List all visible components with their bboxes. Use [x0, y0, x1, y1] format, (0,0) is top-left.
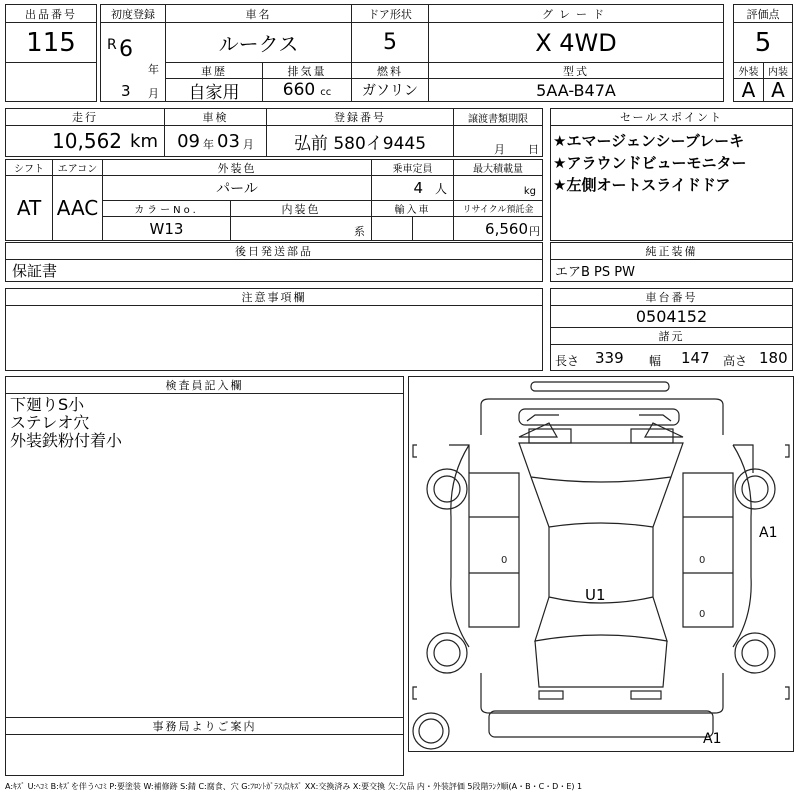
hood — [519, 443, 683, 482]
right-doors — [683, 473, 733, 627]
windshield-left — [529, 429, 571, 443]
rear-brackets — [413, 687, 789, 699]
sales-point-3: ★左側オートスライドドア — [553, 176, 731, 194]
interior-color-header: 内装色 — [230, 200, 372, 217]
interior-color-cell — [230, 216, 372, 241]
dimensions-header: 諸元 — [550, 327, 793, 345]
rear-bumper — [489, 711, 713, 737]
capacity-cell — [371, 175, 454, 201]
aircon-value: AAC — [52, 175, 103, 241]
capacity-header: 乗車定員 — [371, 159, 454, 176]
tail-light-right — [631, 691, 661, 699]
fenders-front — [449, 445, 753, 473]
inspection-month: 03 — [217, 130, 240, 152]
score-value: 5 — [733, 22, 793, 63]
first-reg-cell — [100, 22, 166, 102]
mileage-cell — [5, 125, 165, 157]
svg-text:0: 0 — [699, 609, 706, 620]
sales-points-header: セールスポイント — [550, 108, 793, 126]
fuel-value: ガソリン — [351, 78, 429, 102]
lot-header: 出品番号 — [5, 4, 97, 23]
transfer-month-unit: 月 — [494, 143, 505, 156]
recycle-unit: 円 — [529, 224, 540, 238]
grade-header: グレード — [428, 4, 724, 23]
inspection-header: 車検 — [164, 108, 267, 126]
body-left — [451, 445, 469, 647]
max-load-unit: kg — [523, 185, 536, 197]
sales-points-box — [550, 125, 793, 241]
first-reg-month-unit: 月 — [148, 87, 159, 100]
door-header: ドア形状 — [351, 4, 429, 23]
color-no-value: W13 — [102, 216, 231, 241]
inspector-line-3: 外装鉄粉付着小 — [10, 431, 123, 450]
import-header: 輸入車 — [371, 200, 454, 217]
import-cell-2 — [412, 216, 454, 241]
front-bumper-bar — [531, 382, 669, 391]
wheel-rear-right — [735, 633, 775, 673]
sales-point-2: ★アラウンドビューモニター — [553, 154, 747, 172]
equipment-header: 純正装備 — [550, 242, 793, 260]
roof — [531, 477, 671, 641]
first-reg-year-unit: 年 — [148, 63, 159, 76]
mark-right-side: A1 — [759, 525, 778, 541]
exterior-score-header: 外装 — [733, 62, 764, 79]
first-reg-month: 3 — [121, 82, 131, 100]
exterior-color-value: パール — [102, 175, 372, 201]
lot-blank — [5, 62, 97, 102]
transfer-deadline-header: 譲渡書類期限 — [453, 108, 543, 126]
registration-number: 弘前 580イ9445 — [266, 125, 454, 157]
exterior-color-header: 外装色 — [102, 159, 372, 176]
recycle-value: 6,560 — [485, 219, 528, 238]
inspector-line-1: 下廻りS小 — [10, 395, 85, 414]
office-header: 事務局よりご案内 — [5, 717, 404, 735]
mileage-value: 10,562 — [52, 129, 123, 153]
mark-roof: U1 — [585, 586, 606, 604]
vehicle-damage-diagram — [408, 376, 794, 752]
inspection-cell — [164, 125, 267, 157]
shift-value: AT — [5, 175, 53, 241]
vehicle-outline — [409, 377, 793, 751]
shift-header: シフト — [5, 159, 53, 176]
registration-header: 登録番号 — [266, 108, 454, 126]
recycle-header: リサイクル預託金 — [453, 200, 543, 217]
lot-number: 115 — [5, 22, 97, 63]
body-right — [733, 445, 751, 647]
sales-point-1: ★エマージェンシーブレーキ — [553, 132, 745, 150]
displacement-value: 660 — [282, 80, 316, 100]
wheel-rear-left — [427, 633, 467, 673]
rear-hatch — [535, 641, 667, 687]
score-header: 評価点 — [733, 4, 793, 23]
inspector-header: 検査員記入欄 — [5, 376, 404, 394]
tail-light-left — [539, 691, 563, 699]
color-no-header: カラーNo. — [102, 200, 231, 217]
inspection-year-unit: 年 — [203, 138, 214, 151]
max-load-header: 最大積載量 — [453, 159, 543, 176]
aircon-header: エアコン — [52, 159, 103, 176]
car-name-header: 車名 — [165, 4, 352, 23]
chassis-number: 0504152 — [550, 305, 793, 328]
svg-text:0: 0 — [699, 555, 706, 566]
mark-rear: A1 — [703, 731, 722, 747]
first-reg-header: 初度登録 — [100, 4, 166, 23]
interior-color-unit: 系 — [354, 224, 365, 238]
car-name: ルークス — [165, 22, 352, 63]
width-label: 幅 — [649, 354, 662, 368]
transfer-deadline-cell — [453, 125, 543, 157]
mileage-unit: km — [130, 130, 158, 152]
dimensions-cell — [550, 344, 793, 371]
wheel-front-left — [427, 469, 467, 509]
inspector-body — [5, 393, 404, 718]
height-value: 180 — [759, 349, 788, 367]
model-value: 5AA-B47A — [428, 78, 724, 102]
capacity-value: 4 — [413, 179, 423, 197]
exterior-score-value: A — [733, 78, 764, 102]
width-value: 147 — [681, 349, 710, 367]
front-outline — [481, 399, 723, 435]
transfer-day-unit: 日 — [528, 143, 539, 156]
interior-score-header: 内装 — [763, 62, 793, 79]
recycle-cell — [453, 216, 543, 241]
later-parts-header: 後日発送部品 — [5, 242, 543, 260]
first-reg-year: 6 — [119, 37, 133, 62]
inspection-month-unit: 月 — [242, 138, 254, 151]
notes-body — [5, 305, 543, 371]
model-header: 型式 — [428, 62, 724, 79]
first-reg-era: R — [107, 37, 117, 53]
capacity-unit: 人 — [434, 181, 447, 196]
import-cell — [371, 216, 413, 241]
inspection-year: 09 — [177, 130, 200, 152]
interior-score-value: A — [763, 78, 793, 102]
chassis-header: 車台番号 — [550, 288, 793, 306]
svg-text:0: 0 — [501, 555, 508, 566]
mileage-header: 走行 — [5, 108, 165, 126]
height-label: 高さ — [723, 354, 748, 368]
office-body — [5, 734, 404, 776]
length-value: 339 — [595, 349, 624, 367]
length-label: 長さ — [555, 354, 580, 368]
max-load-cell — [453, 175, 543, 201]
history-header: 車歴 — [165, 62, 263, 79]
wheel-front-right — [735, 469, 775, 509]
rear-outline — [481, 673, 723, 713]
notes-header: 注意事項欄 — [5, 288, 543, 306]
left-doors — [469, 473, 519, 627]
history-value: 自家用 — [165, 78, 263, 102]
fuel-header: 燃料 — [351, 62, 429, 79]
inspector-line-2: ステレオ穴 — [10, 413, 90, 432]
windshield-right — [631, 429, 673, 443]
later-parts-value: 保証書 — [5, 259, 543, 282]
legend-text: A:ｷｽﾞ U:ﾍｺﾐ B:ｷｽﾞを伴うﾍｺﾐ P:要塗装 W:補修跡 S:錆 C:腐食、穴 G:ﾌﾛﾝﾄｶﾞﾗｽ点ｷｽﾞ XX:交換済み X:要交換 欠:欠品 内・外装評価 5段階ﾗﾝｸ順(A・B・C・D・E) 1 — [5, 782, 583, 791]
equipment-value: エアB PS PW — [550, 259, 793, 282]
headlights — [527, 415, 671, 421]
grade-value: X 4WD — [428, 22, 724, 63]
displacement-header: 排気量 — [262, 62, 352, 79]
front-grille — [519, 409, 679, 425]
displacement-cell — [262, 78, 352, 102]
door-type: 5 — [351, 22, 429, 63]
displacement-unit: cc — [320, 86, 332, 98]
